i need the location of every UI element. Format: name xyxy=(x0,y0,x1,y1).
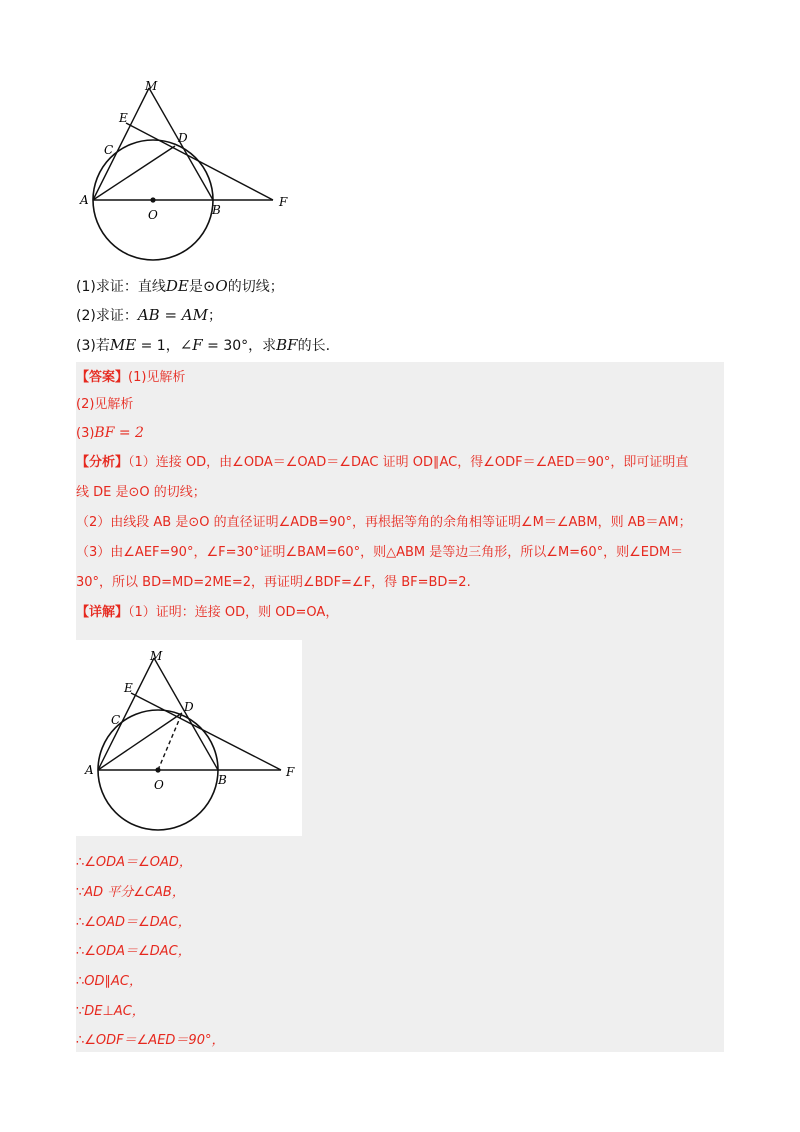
label-m-2: M xyxy=(150,649,163,663)
detail-step-7: ∴∠ODF＝∠AED＝90°， xyxy=(76,1033,225,1048)
figure-2-svg xyxy=(76,640,302,836)
label-c: C xyxy=(104,143,114,157)
analysis-line-5: 30°，所以 BD=MD=2ME=2，再证明∠BDF=∠F，得 BF=BD=2. xyxy=(76,575,471,590)
line-mb-2 xyxy=(154,658,218,770)
label-f: F xyxy=(279,195,288,209)
detail-step-6: ∵DE⊥AC， xyxy=(76,1004,145,1019)
analysis-line-1: 【分析】（1）连接 OD，由∠ODA＝∠OAD＝∠DAC 证明 OD∥AC，得∠ODF＝∠AED＝90°，即可证明直 xyxy=(76,455,689,470)
analysis-line-4: （3）由∠AEF=90°，∠F=30°证明∠BAM=60°，则△ABM 是等边三角形，所以∠M=60°，则∠EDM＝ xyxy=(76,545,684,560)
detail-step-2: ∵AD 平分∠CAB， xyxy=(76,885,185,900)
label-d-2: D xyxy=(184,700,194,714)
center-dot-2 xyxy=(155,767,160,772)
figure-1-svg xyxy=(76,76,296,266)
label-a-2: A xyxy=(85,763,94,777)
question-3: (3)若ME = 1，∠F = 30°，求BF的长. xyxy=(76,336,331,354)
answer-line-2: (2)见解析 xyxy=(76,397,134,412)
line-am-2 xyxy=(98,658,154,770)
analysis-line-2: 线 DE 是⊙O 的切线； xyxy=(76,485,206,500)
label-o: O xyxy=(148,208,158,222)
label-e-2: E xyxy=(124,681,133,695)
detail-intro: 【详解】（1）证明：连接 OD，则 OD=OA， xyxy=(76,605,339,620)
question-1: (1)求证：直线DE是⊙O的切线； xyxy=(76,277,284,295)
analysis-line-3: （2）由线段 AB 是⊙O 的直径证明∠ADB=90°，再根据等角的余角相等证明∠M＝∠ABM，则 AB＝AM； xyxy=(76,515,692,530)
label-m: M xyxy=(145,79,158,93)
detail-step-4: ∴∠ODA＝∠DAC， xyxy=(76,944,191,959)
detail-step-1: ∴∠ODA＝∠OAD， xyxy=(76,855,192,870)
answer-line-1: 【答案】(1)见解析 xyxy=(76,370,186,385)
line-ef xyxy=(126,123,273,200)
label-c-2: C xyxy=(111,713,121,727)
label-o-2: O xyxy=(154,778,164,792)
question-2: (2)求证：AB = AM； xyxy=(76,306,222,324)
center-dot xyxy=(150,197,155,202)
label-b: B xyxy=(212,203,221,217)
detail-step-3: ∴∠OAD＝∠DAC， xyxy=(76,915,191,930)
answer-line-3: (3)BF = 2 xyxy=(76,425,144,441)
line-am xyxy=(93,88,149,200)
label-a: A xyxy=(80,193,89,207)
label-f-2: F xyxy=(286,765,295,779)
label-d: D xyxy=(178,131,188,145)
detail-step-5: ∴OD∥AC， xyxy=(76,974,142,989)
label-b-2: B xyxy=(218,773,227,787)
geometry-figure-1 xyxy=(76,76,296,266)
label-e: E xyxy=(119,111,128,125)
geometry-figure-2 xyxy=(76,640,302,836)
